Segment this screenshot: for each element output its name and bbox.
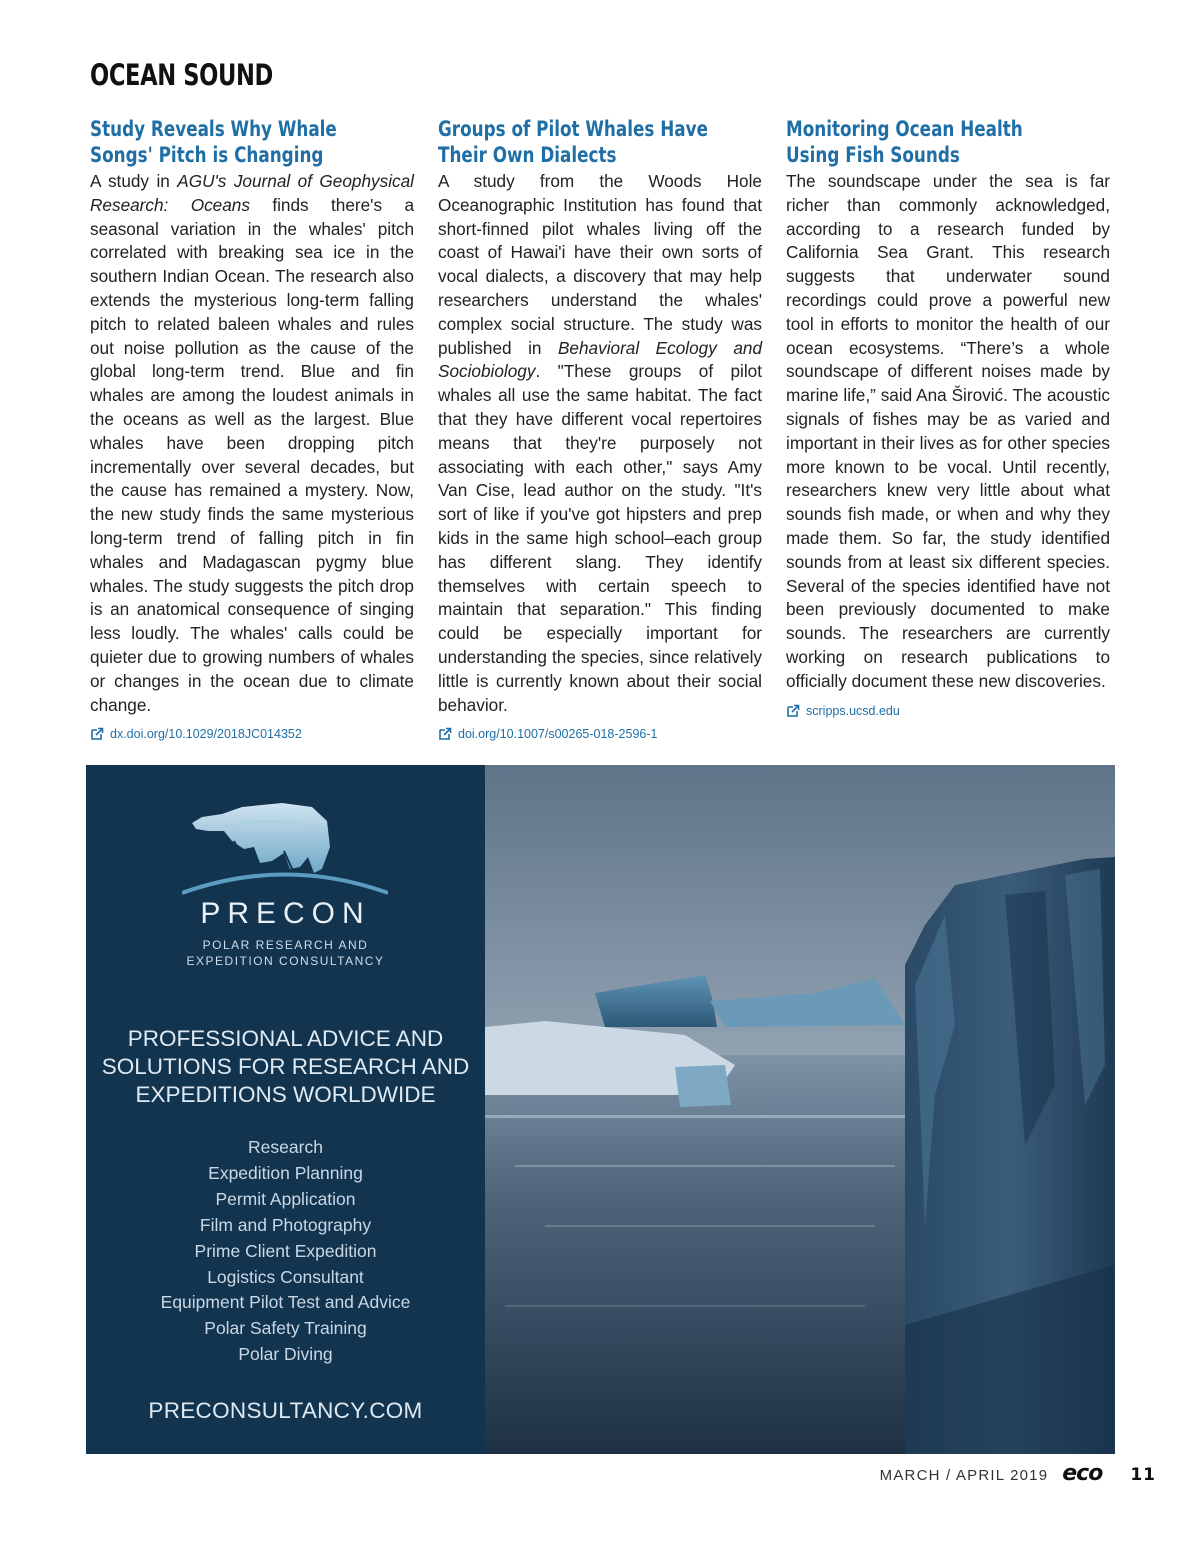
services-list <box>86 1135 485 1368</box>
service-item: Polar Diving <box>238 1344 333 1365</box>
article-title <box>438 116 762 168</box>
journal-name: AGU's Journal of Geophysical Research: Oceans <box>90 171 414 215</box>
article-whale-songs <box>90 116 414 741</box>
precon-advertisement <box>86 765 1115 1454</box>
external-link-icon <box>90 727 104 741</box>
page-number: 11 <box>1130 1465 1156 1485</box>
article-title-line2: Songs' Pitch is Changing <box>90 143 324 167</box>
iceberg-photo <box>485 765 1115 1454</box>
body-text-after: . "These groups of pilot whales all use the same habitat. The fact that they have different vocal repertoires means that they're purposely not associating with each other," says Amy Van Cise, lead author on the study. "It's sort of like if you've got hipsters and prep kids in the same high school–each group has different slang. They identify themselves with certain speech to maintain that separation." This finding could be especially important for understanding the species, since relatively little is currently known about their social behavior. <box>438 361 762 715</box>
brand-subtitle <box>86 937 485 969</box>
article-body <box>438 170 762 717</box>
doi-link[interactable] <box>90 727 414 741</box>
article-title <box>786 116 1110 168</box>
ad-website[interactable]: PRECONSULTANCY.COM <box>148 1398 423 1423</box>
service-item: Logistics Consultant <box>207 1266 364 1287</box>
doi-link-text: doi.org/10.1007/s00265-018-2596-1 <box>458 727 658 742</box>
service-item: Research <box>248 1137 323 1157</box>
body-text-before: A study in <box>90 171 178 191</box>
ad-text-panel <box>86 765 485 1454</box>
polar-bear-icon <box>182 801 388 901</box>
brand-subtitle-line1: POLAR RESEARCH AND <box>202 938 369 952</box>
doi-link-text: dx.doi.org/10.1029/2018JC014352 <box>110 727 302 742</box>
issue-date: MARCH / APRIL 2019 <box>879 1467 1049 1484</box>
body-text: The soundscape under the sea is far richer than commonly acknowledged, according to a research funded by California Sea Grant. This research suggests that underwater sound recordings could prove a powerful new tool in efforts to monitor the health of our ocean ecosystems. “There’s a whole soundscape of different noises made by marine life,” said Ana Širović. The acoustic signals of fishes may be as varied and important in their lives as for other species more known to be vocal. Until recently, researchers knew very little about what sounds fish made, or when and why they made them. So far, the study identified sounds from at least six different species. Several of the species identified have not been previously documented to make sounds. The researchers are currently working on research publications to officially document these new discoveries. <box>786 171 1110 691</box>
tagline-line2: SOLUTIONS FOR RESEARCH AND <box>101 1054 470 1079</box>
external-link-icon <box>438 727 452 741</box>
source-link-text: scripps.ucsd.edu <box>806 703 900 718</box>
section-title: OCEAN SOUND <box>90 58 273 92</box>
service-item: Permit Application <box>215 1188 356 1209</box>
body-text-before: A study from the Woods Hole Oceanographic Institution has found that short-finned pilot whales living off the coast of Hawai'i have their own sorts of vocal dialects, a discovery that may help researchers understand the whales' complex social structure. The study was published in <box>438 171 762 358</box>
source-link[interactable] <box>786 704 1110 718</box>
service-item: Equipment Pilot Test and Advice <box>160 1292 411 1313</box>
external-link-icon <box>786 704 800 718</box>
article-title-line2: Using Fish Sounds <box>786 143 960 167</box>
body-text-after: finds there's a seasonal variation in the whales' pitch correlated with breaking sea ice in the southern Indian Ocean. The research also extends the mysterious long-term falling pitch to related baleen whales and rules out noise pollution as the cause of the global long-term trend. Blue and fin whales are among the loudest animals in the oceans as well as the largest. Blue whales have been dropping pitch incrementally over several decades, but the cause has remained a mystery. Now, the new study finds the same mysterious long-term trend of falling pitch in fin whales and Madagascan pygmy blue whales. The study suggests the pitch drop is an anatomical consequence of singing less loudly. The whales' calls could be quieter due to growing numbers of whales or changes in the ocean due to climate change. <box>90 194 414 715</box>
article-pilot-whales <box>438 116 762 741</box>
article-title-line1: Monitoring Ocean Health <box>786 117 1023 141</box>
ad-tagline <box>96 1025 475 1109</box>
tagline-line3: EXPEDITIONS WORLDWIDE <box>135 1082 436 1107</box>
doi-link[interactable] <box>438 727 762 741</box>
brand-name: PRECON <box>200 897 371 930</box>
tagline-line1: PROFESSIONAL ADVICE AND <box>127 1026 444 1051</box>
article-body <box>786 170 1110 694</box>
service-item: Prime Client Expedition <box>194 1240 377 1261</box>
service-item: Polar Safety Training <box>204 1318 367 1339</box>
journal-name: Behavioral Ecology and Sociobiology <box>438 337 763 382</box>
article-title-line1: Groups of Pilot Whales Have <box>438 117 708 141</box>
article-title <box>90 116 414 168</box>
article-body <box>90 170 414 717</box>
article-title-line2: Their Own Dialects <box>438 143 617 167</box>
service-item: Expedition Planning <box>208 1162 363 1183</box>
service-item: Film and Photography <box>199 1214 372 1235</box>
article-title-line1: Study Reveals Why Whale <box>90 117 337 141</box>
magazine-logo: eco <box>1062 1461 1103 1486</box>
brand-subtitle-line2: EXPEDITION CONSULTANCY <box>186 954 385 968</box>
page-footer <box>880 1461 1156 1486</box>
article-fish-sounds <box>786 116 1110 718</box>
